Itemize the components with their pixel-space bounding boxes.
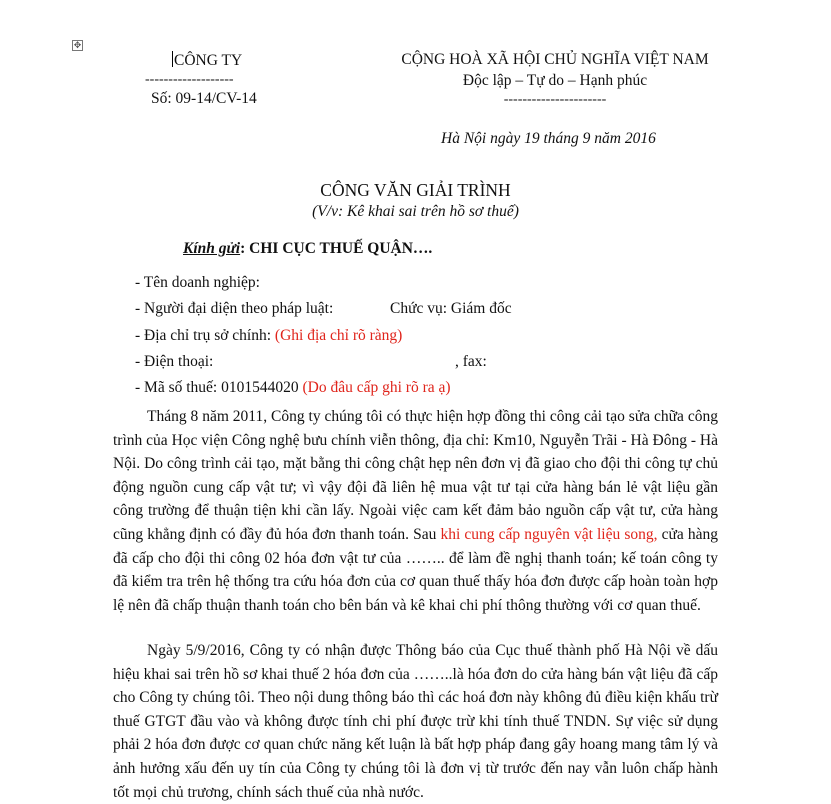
recipient-prefix: Kính gửi — [183, 240, 241, 257]
body-paragraph-1 — [113, 405, 718, 617]
paragraph-1-text-a: Tháng 8 năm 2011, Công ty chúng tôi có thực hiện hợp đồng thi công cải tạo sửa chữa công trình của Học viện Công nghệ bưu chính viễn thông, địa chỉ: Km10, Nguyễn Trãi - Hà Đông - Hà Nội. Do công trình cải tạo, mặt bằng thi công chật hẹp nên đơn vị đã giao cho đội thi công tự chủ động nguồn cung cấp vật tư; vì vậy đội đã liên hệ mua vật tư tại cửa hàng bán lẻ vật liệu gần công trường để thuận tiện khi cần lấy. Ngoài việc cam kết đảm bảo nguồn cấp vật tư, cửa hàng cũng khẳng định có đầy đủ hóa đơn thanh toán. Sau — [113, 408, 718, 543]
document-number: Số: 09-14/CV-14 — [151, 90, 257, 107]
body-paragraph-2: Ngày 5/9/2016, Công ty có nhận được Thông báo của Cục thuế thành phố Hà Nội về dấu hiệu khai sai trên hồ sơ khai thuế 2 hóa đơn của ……..là hóa đơn do cửa hàng bán vật liệu đã cấp cho Công ty chúng tôi. Theo nội dung thông báo thì các hoá đơn này không đủ điều kiện khấu trừ thuế GTGT đầu vào và không được tính chi phí được trừ khi tính thuế TNDN. Sự việc sử dụng phải 2 hóa đơn được cơ quan chức năng kết luận là bất hợp pháp đang gây hoang mang tâm lý và ảnh hưởng xấu đến uy tín của Công ty chúng tôi là đơn vị từ trước đến nay vẫn luôn chấp hành tốt mọi chủ trương, chính sách thuế của nhà nước. — [113, 642, 718, 801]
paragraph-1-text-b: cửa hàng đã cấp cho đội thi công 02 hóa đơn vật tư của …….. để làm đề nghị thanh toán; kế toán công ty đã kiểm tra trên hệ thống tra cứu hóa đơn của cơ quan thuế thấy hóa đơn được cấp hoàn toàn hợp lệ nên đã chấp thuận thanh toán cho bên bán và kê khai chi phí thông thường với cơ quan thuế. — [113, 525, 718, 614]
tax-code-note: (Do đâu cấp ghi rõ ra ạ) — [302, 379, 451, 396]
field-enterprise-name: - Tên doanh nghiệp: — [135, 274, 260, 291]
date-line: Hà Nội ngày 19 tháng 9 năm 2016 — [441, 130, 656, 147]
address-label: - Địa chỉ trụ sở chính: — [135, 327, 275, 344]
field-address — [135, 327, 402, 345]
tax-code-label: - Mã số thuế: 0101544020 — [135, 379, 303, 396]
company-name: CÔNG TY — [174, 52, 243, 69]
field-position: Chức vụ: Giám đốc — [390, 300, 512, 317]
document-title: CÔNG VĂN GIẢI TRÌNH — [320, 180, 511, 200]
national-motto: Độc lập – Tự do – Hạnh phúc — [462, 72, 648, 89]
recipient-name: CHI CỤC THUẾ QUẬN…. — [249, 240, 433, 257]
field-tax-code — [135, 379, 451, 397]
company-rule: ------------------- — [145, 72, 234, 87]
field-representative: - Người đại diện theo pháp luật: — [135, 300, 334, 317]
recipient-colon: : — [240, 240, 246, 257]
paragraph-1-highlight: khi cung cấp nguyên vật liệu song, — [440, 525, 658, 543]
field-fax: , fax: — [455, 353, 487, 370]
text-cursor — [172, 51, 173, 67]
field-phone: - Điện thoại: — [135, 353, 214, 370]
nation-title: CỘNG HOÀ XÃ HỘI CHỦ NGHĨA VIỆT NAM — [401, 51, 709, 68]
table-move-handle-icon[interactable]: ✥ — [73, 40, 82, 50]
document-subtitle: (V/v: Kê khai sai trên hồ sơ thuế) — [312, 203, 519, 220]
motto-rule: ---------------------- — [503, 92, 607, 107]
recipient-line — [183, 240, 432, 258]
address-note: (Ghi địa chỉ rõ ràng) — [274, 327, 403, 344]
